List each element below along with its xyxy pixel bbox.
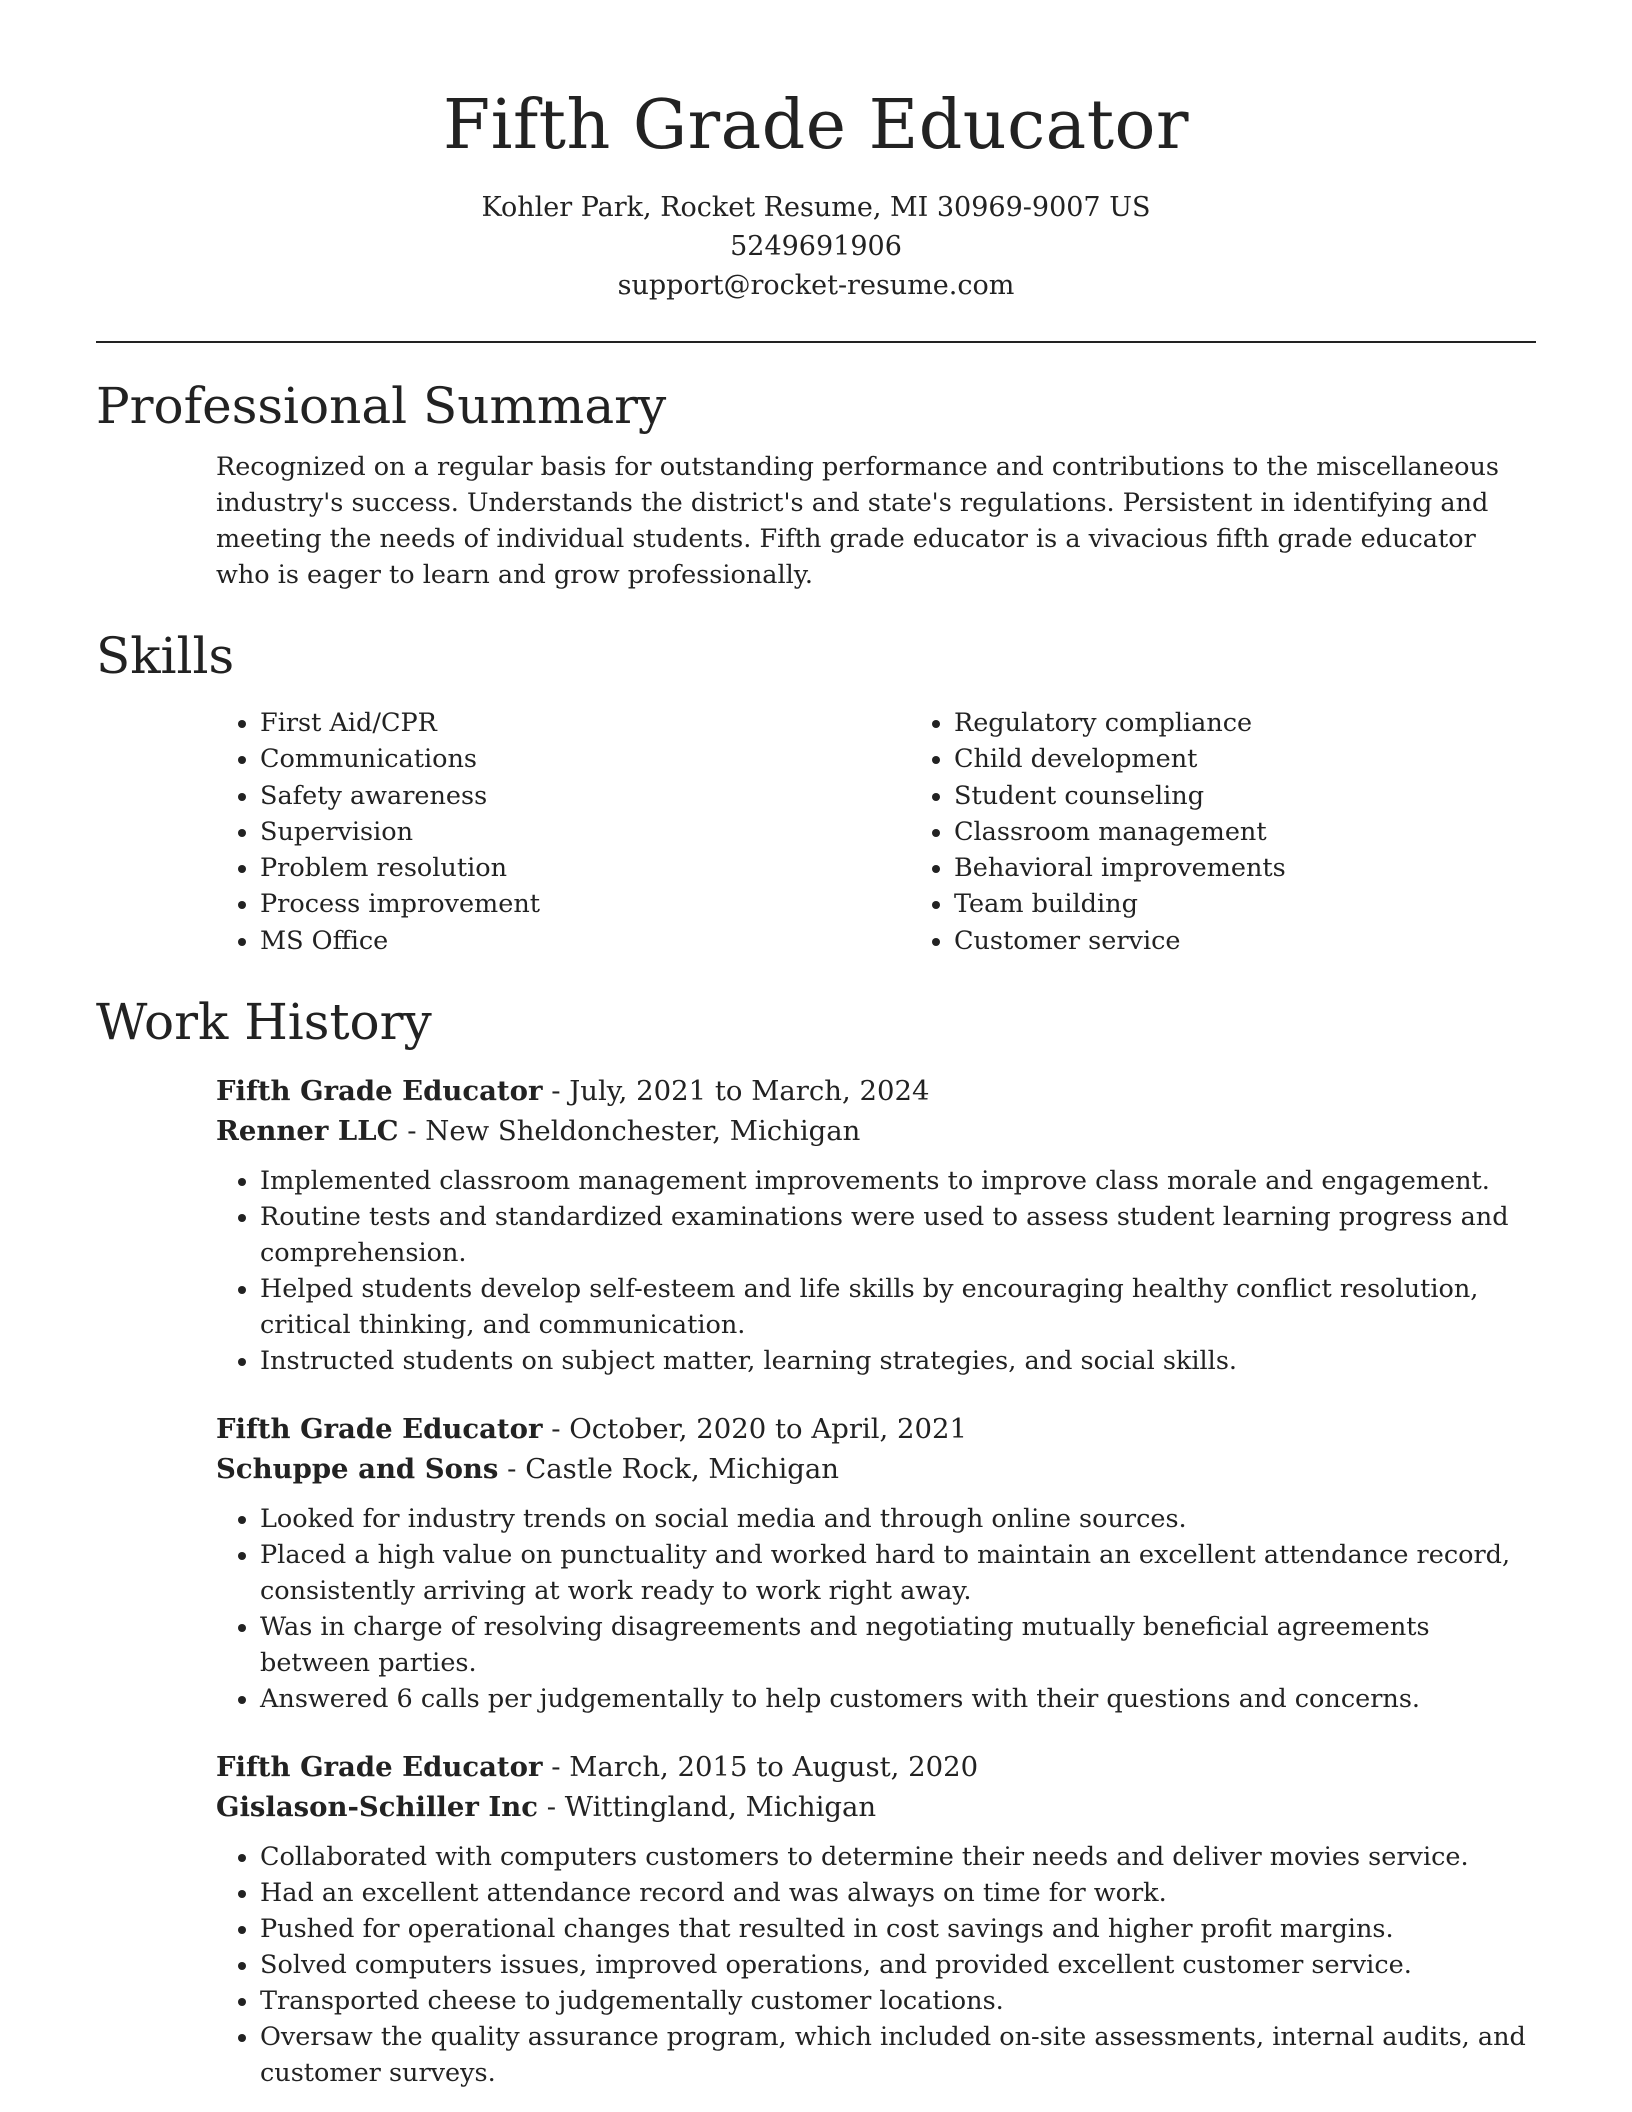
job-bullet: • Transported cheese to judgementally customer locations. [260,1983,1536,2019]
job-bullet: • Implemented classroom management improvements to improve class morale and engagement. [260,1163,1536,1199]
job-company-line: Renner LLC - New Sheldonchester, Michigan [216,1115,861,1148]
contact-email: support@rocket-resume.com [617,270,1015,301]
skill-item: • Classroom management [954,814,1604,850]
job-dates: July, 2021 to March, 2024 [569,1075,930,1108]
job-location: Wittingland, Michigan [564,1791,877,1824]
job-bullet: • Routine tests and standardized examinations were used to assess student learning progress and comprehension. [260,1199,1536,1271]
skill-item: • Regulatory compliance [954,705,1604,741]
skill-item: • Safety awareness [260,778,910,814]
job-bullets [216,1501,1536,1717]
work-history-title: Work History [96,993,432,1052]
job-dates: October, 2020 to April, 2021 [569,1413,968,1446]
contact-address: Kohler Park, Rocket Resume, MI 30969-9007 US [481,192,1151,223]
skill-item: • Behavioral improvements [954,850,1604,886]
job-bullet: • Solved computers issues, improved operations, and provided excellent customer service. [260,1947,1536,1983]
job-entry [216,1071,1536,1379]
job-role: Fifth Grade Educator [216,1751,543,1784]
job-location: New Sheldonchester, Michigan [425,1115,861,1148]
job-bullet: • Had an excellent attendance record and was always on time for work. [260,1875,1536,1911]
job-bullet: • Instructed students on subject matter, learning strategies, and social skills. [260,1343,1536,1379]
job-company: Renner LLC [216,1115,399,1148]
job-bullet: • Placed a high value on punctuality and worked hard to maintain an excellent attendance record, consistently arriving at work ready to work right away. [260,1537,1536,1609]
skills-grid [216,705,1536,959]
job-bullets [216,1163,1536,1379]
skill-item: • Child development [954,741,1604,777]
job-bullet: • Answered 6 calls per judgementally to help customers with their questions and concerns. [260,1681,1536,1717]
job-company: Gislason-Schiller Inc [216,1791,539,1824]
summary-title: Professional Summary [96,377,667,435]
job-entry [216,1747,1536,2091]
contact-info [96,188,1536,305]
summary-text: Recognized on a regular basis for outstanding performance and contributions to the miscellaneous industry's success. Understands the district's and state's regulations. Persistent in identifying and meeting the needs of individual students. Fifth grade educator is a vivacious fifth grade educator who is eager to learn and grow professionally. [216,452,1499,590]
job-location: Castle Rock, Michigan [525,1453,839,1486]
summary-section [96,371,1536,593]
job-bullet: • Looked for industry trends on social media and through online sources. [260,1501,1536,1537]
work-history-section [96,987,1536,2091]
job-company: Schuppe and Sons [216,1453,499,1486]
job-company-line: Schuppe and Sons - Castle Rock, Michigan [216,1453,839,1486]
job-role: Fifth Grade Educator [216,1075,543,1108]
job-role: Fifth Grade Educator [216,1413,543,1446]
skill-item: • Problem resolution [260,850,910,886]
contact-phone: 5249691906 [730,231,902,262]
skills-section [96,621,1536,959]
job-title-line: Fifth Grade Educator - July, 2021 to March, 2024 [216,1075,930,1108]
job-bullet: • Pushed for operational changes that resulted in cost savings and higher profit margins. [260,1911,1536,1947]
skill-item: • Student counseling [954,778,1604,814]
skill-item: • Process improvement [260,886,910,922]
job-dates: March, 2015 to August, 2020 [569,1751,979,1784]
job-bullet: • Helped students develop self-esteem and life skills by encouraging healthy conflict resolution, critical thinking, and communication. [260,1271,1536,1343]
candidate-name: Fifth Grade Educator [443,86,1189,165]
resume-header [96,78,1536,305]
job-bullet: • Was in charge of resolving disagreements and negotiating mutually beneficial agreements between parties. [260,1609,1536,1681]
skill-item: • Supervision [260,814,910,850]
skills-column-left [216,705,910,959]
job-title-line: Fifth Grade Educator - October, 2020 to April, 2021 [216,1413,968,1446]
skill-item: • Customer service [954,923,1604,959]
skill-item: • Team building [954,886,1604,922]
skills-column-right [910,705,1604,959]
job-bullet: • Oversaw the quality assurance program, which included on-site assessments, internal audits, and customer surveys. [260,2019,1536,2091]
skills-title: Skills [96,627,235,685]
skill-item: • Communications [260,741,910,777]
job-bullet: • Collaborated with computers customers to determine their needs and deliver movies service. [260,1839,1536,1875]
job-company-line: Gislason-Schiller Inc - Wittingland, Michigan [216,1791,877,1824]
job-entry [216,1409,1536,1717]
header-divider [96,341,1536,343]
job-bullets [216,1839,1536,2091]
skill-item: • First Aid/CPR [260,705,910,741]
job-title-line: Fifth Grade Educator - March, 2015 to August, 2020 [216,1751,979,1784]
skill-item: • MS Office [260,923,910,959]
